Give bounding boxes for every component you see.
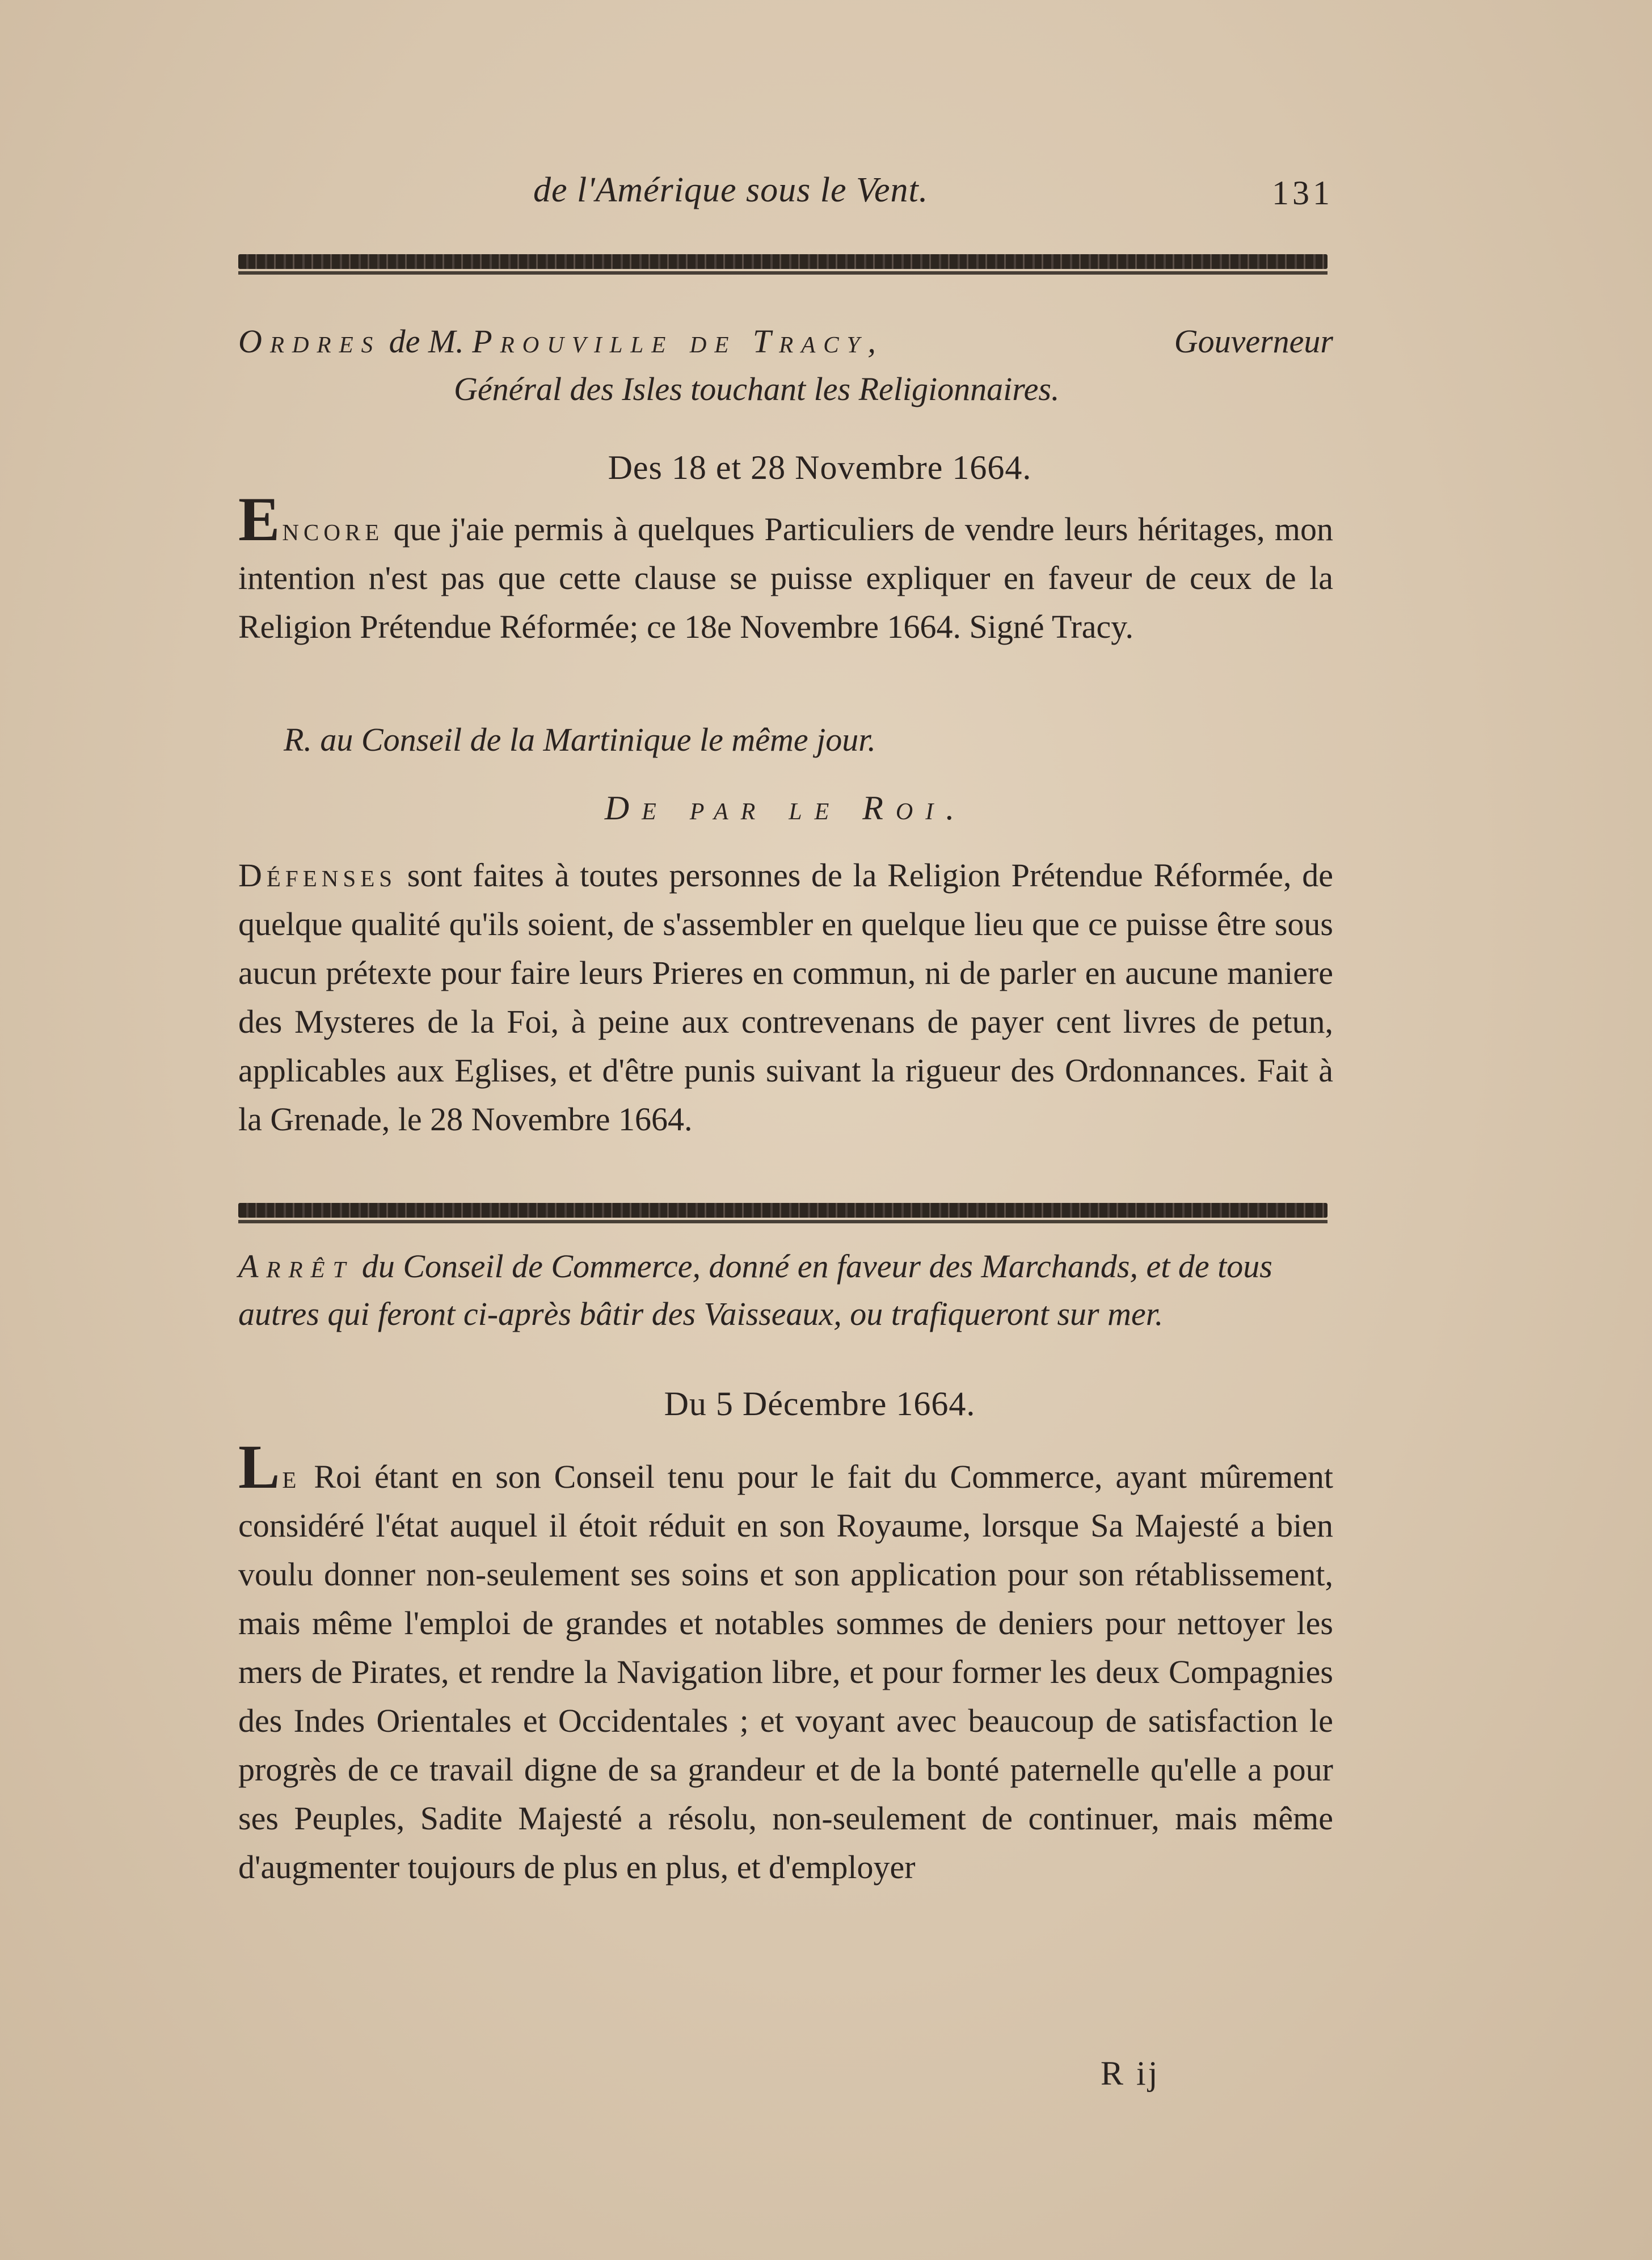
heading-line2: Général des Isles touchant les Religionnaires. (454, 371, 1060, 407)
registration-note: R. au Conseil de la Martinique le même jour. (284, 721, 876, 758)
section-heading-de-par-le-roi: De par le Roi. (604, 789, 967, 827)
heading-ordres-word: Ordres (238, 323, 381, 360)
heading-arret-rest: du Conseil de Commerce, donné en faveur des Marchands, et de tous autres qui feront ci-après bâtir des Vaisseaux, ou trafiqueront sur mer. (238, 1248, 1272, 1332)
paragraph-arret (238, 1432, 1334, 1892)
heading-role: Gouverneur (1174, 323, 1333, 360)
drop-cap: E (238, 485, 280, 554)
heading-comma: , (867, 323, 876, 360)
heading-de: de M. (389, 323, 464, 360)
ornamental-rule-top (238, 254, 1328, 269)
running-head (238, 170, 1333, 221)
signature-mark: R ij (1101, 2055, 1160, 2092)
drop-cap: L (238, 1432, 280, 1501)
paragraph-body: que j'aie permis à quelques Particuliers de vendre leurs héritages, mon intention n'est pas que cette clause se puisse expliquer en faveur de ceux de la Religion Prétendue Réformée; ce 18e Novembre 1664. Signé Tracy. (238, 511, 1333, 645)
section-heading-arret (238, 1243, 1333, 1338)
date-line-2: Du 5 Décembre 1664. (664, 1385, 976, 1423)
paragraph-ordres (238, 485, 1333, 651)
running-title: de l'Amérique sous le Vent. (533, 171, 929, 209)
heading-name: Prouville de Tracy (472, 323, 868, 360)
paragraph-body: sont faites à toutes personnes de la Religion Prétendue Réformée, de quelque qualité qu'ils soient, de s'assembler en quelque lieu que ce puisse être sous aucun prétexte pour faire leurs Prieres en commun, ni de parler en aucune maniere des Mysteres de la Foi, à peine aux contrevenans de payer cent livres de petun, applicables aux Eglises, et d'être punis suivant la rigueur des Ordonnances. Fait à la Grenade, le 28 Novembre 1664. (238, 857, 1333, 1138)
paragraph-body: Roi étant en son Conseil tenu pour le fait du Commerce, ayant mûrement considéré l'état auquel il étoit réduit en son Royaume, lorsque Sa Majesté a bien voulu donner non-seulement ses soins et son application pour son rétablissement, mais même l'emploi de grandes et notables sommes de deniers pour nettoyer les mers de Pirates, et rendre la Navigation libre, et pour former les deux Compagnies des Indes Orientales et Occidentales ; et voyant avec beaucoup de satisfaction le progrès de ce travail digne de sa grandeur et de la bonté paternelle qu'elle a pour ses Peuples, Sadite Majesté a résolu, non-seulement de continuer, mais même d'augmenter toujours de plus en plus, et d'employer (238, 1458, 1334, 1886)
paragraph-defenses (238, 851, 1333, 1144)
lead-word: ncore (282, 511, 384, 548)
heading-arret-word: Arrêt (238, 1248, 354, 1285)
section-heading-ordres (238, 318, 1333, 413)
page-number: 131 (1272, 174, 1333, 212)
ornamental-rule-middle (238, 1203, 1328, 1218)
date-line-1: Des 18 et 28 Novembre 1664. (608, 449, 1032, 486)
book-page (238, 153, 1333, 2173)
lead-word: Défenses (238, 857, 397, 894)
lead-word: e (282, 1458, 301, 1495)
